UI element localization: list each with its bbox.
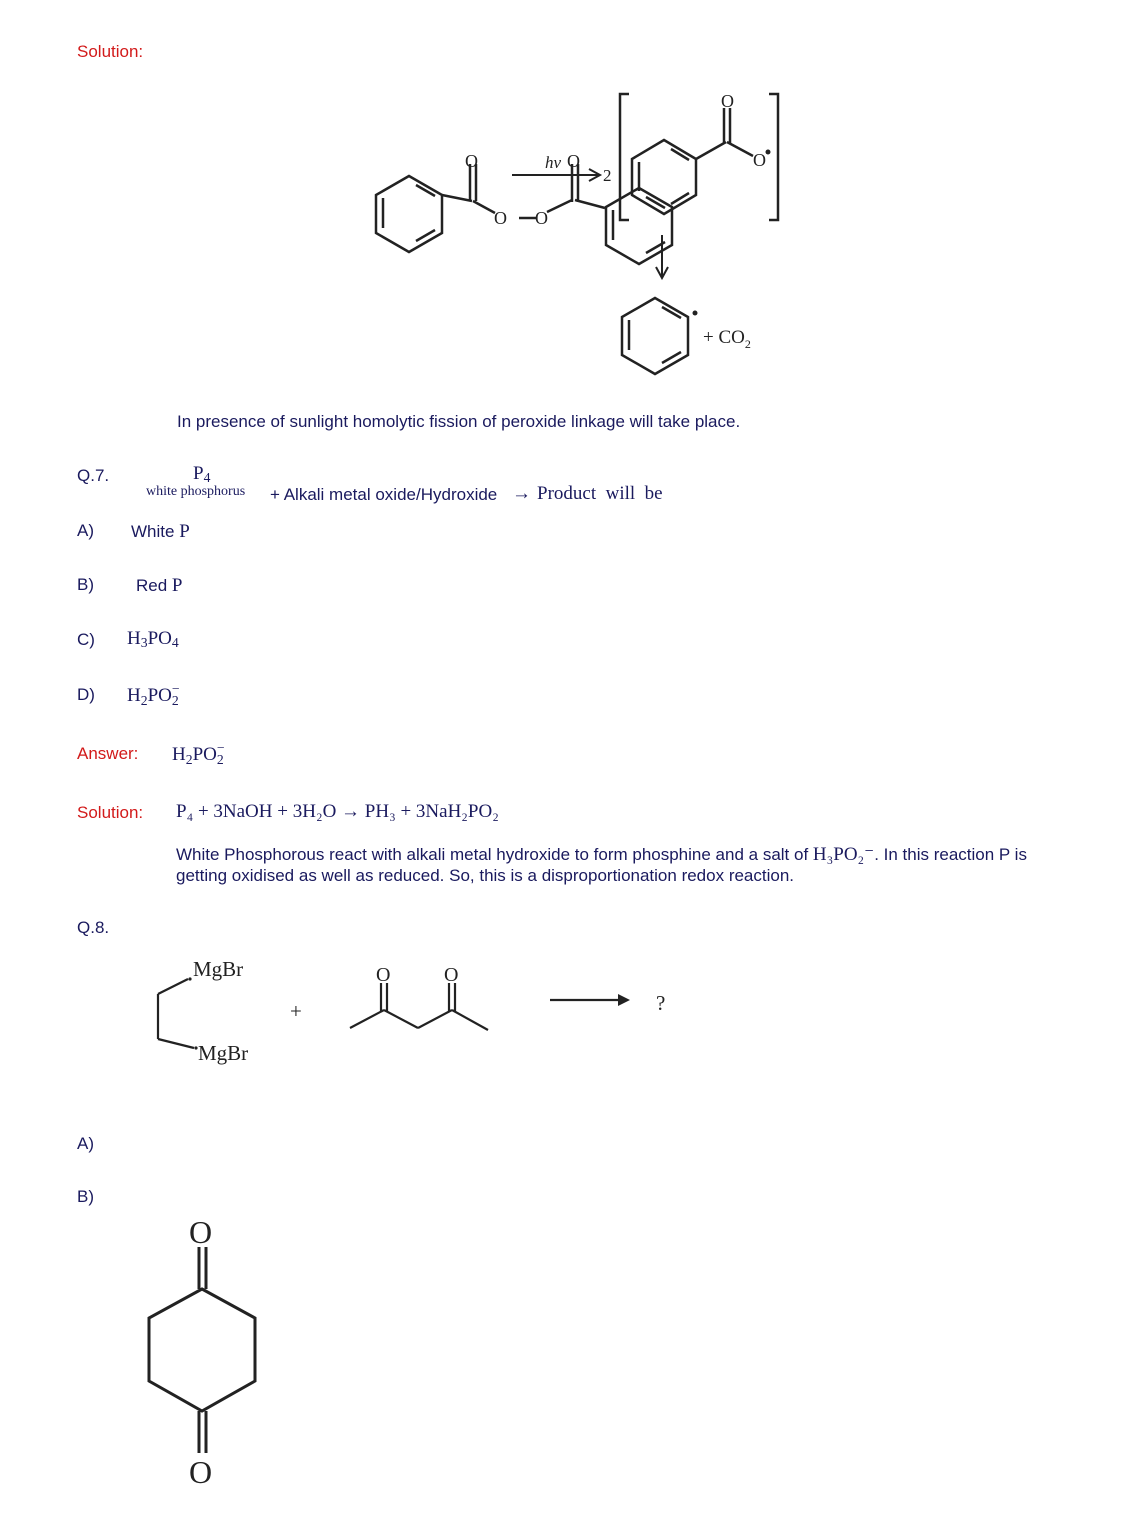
solution-explanation: White Phosphorous react with alkali metal hydroxide to form phosphine and a salt of H₃PO₂⁻. In this reaction P is getting oxidised as well as reduced. So, this is a disproportionation redox reaction. — [176, 844, 1027, 885]
oxygen-label: O — [376, 964, 391, 986]
grignard-reaction-diagram — [150, 950, 690, 1080]
stem-formula: P4 — [193, 463, 211, 486]
left-benzene-ring — [376, 176, 442, 252]
question-number: Q.7. — [77, 466, 110, 485]
option-letter[interactable]: A) — [77, 1134, 94, 1153]
solution-label: Solution: — [77, 42, 144, 61]
unknown-product: ? — [656, 991, 666, 1015]
stem-text: + Alkali metal oxide/Hydroxide — [270, 485, 498, 504]
oxygen-label: O — [189, 1214, 213, 1250]
oxygen-label: O — [465, 151, 478, 171]
coefficient: 2 — [603, 166, 612, 185]
option-letter: C) — [77, 630, 95, 649]
question-number: Q.8. — [77, 918, 110, 937]
oxygen-label: O — [535, 208, 548, 228]
oxygen-label: O — [721, 91, 734, 111]
oxygen-label: O — [494, 208, 507, 228]
arrow-label: hv — [545, 153, 562, 172]
option-letter[interactable]: B) — [77, 1187, 94, 1206]
reaction-equation: P₄ + 3NaOH + 3H₂O → PH₃ + 3NaH₂PO₂ — [176, 801, 499, 822]
mgbr-bottom-label: MgBr — [198, 1041, 249, 1065]
solution-label: Solution: — [77, 803, 144, 822]
option-letter: D) — [77, 685, 95, 704]
option-letter: A) — [77, 521, 94, 540]
solution-note: In presence of sunlight homolytic fission of peroxide linkage will take place. — [177, 412, 741, 431]
co2-label: + $CO_2$ — [703, 327, 751, 351]
oxygen-label: O — [753, 150, 766, 170]
oxygen-label: O — [444, 964, 459, 986]
stem-under: white phosphorus — [146, 484, 246, 499]
mgbr-top-label: MgBr — [193, 957, 244, 981]
plus-sign: + — [290, 999, 302, 1023]
option-b[interactable]: Red P — [136, 575, 183, 596]
oxygen-label: O — [567, 151, 580, 171]
stem-arrow: → — [512, 483, 531, 504]
cyclohexane-ring — [149, 1289, 255, 1411]
cyclohexanedione-structure[interactable] — [125, 1205, 285, 1500]
option-d[interactable]: H2PO − 2 — [127, 681, 180, 709]
oxygen-label: O — [189, 1454, 213, 1490]
phenyl-radical-ring — [622, 298, 688, 374]
option-c[interactable]: H3PO4 — [127, 628, 179, 651]
benzoyl-peroxide-diagram — [175, 60, 815, 400]
stem-tail: Product will be — [537, 483, 663, 504]
option-letter: B) — [77, 575, 94, 594]
answer-label: Answer: — [77, 744, 139, 763]
option-a[interactable]: White P — [131, 521, 190, 542]
answer-value: H2PO − 2 — [172, 740, 225, 768]
